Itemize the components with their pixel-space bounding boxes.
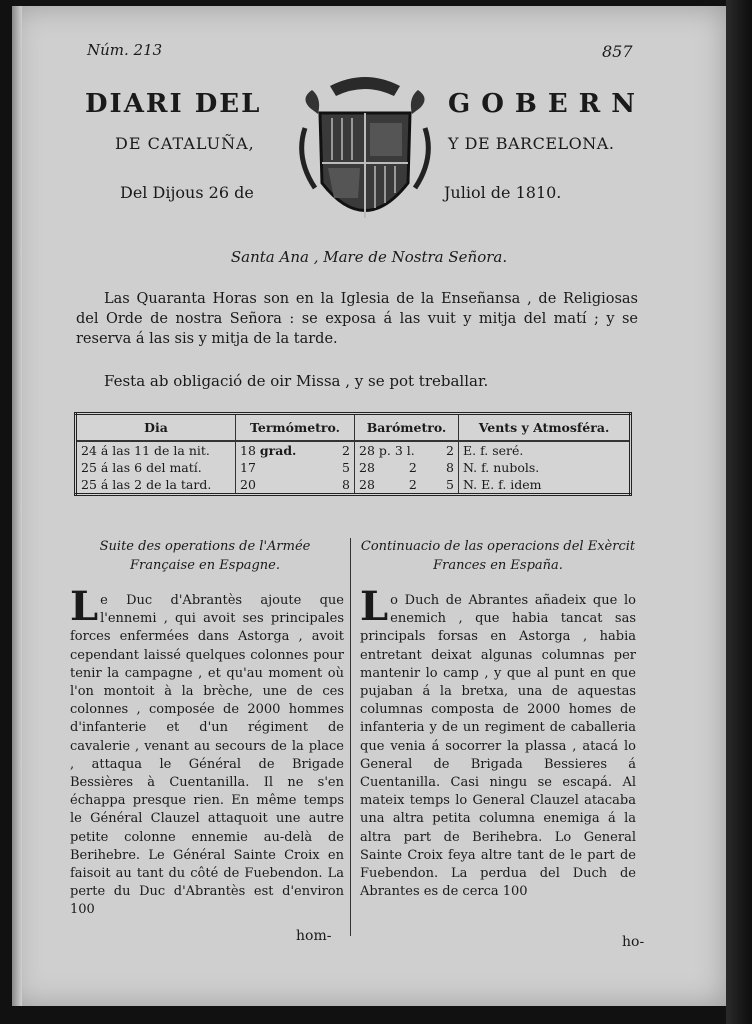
page-number: 857 [602,42,633,61]
left-article-body: e Duc d'Abrantès ajoute que l'ennemi , qui avoit ses principales forces enfermées dans Astorga , avoit cependant laissé quelques colonnes pour tenir la campagne , et qu'au moment où l'on montoit à la brèche, une de ces colonnes , composée de 2000 hommes d'infanterie et d'un régiment de cavalerie , venant au secours de la place , attaqua le Général de Brigade Bessières à Cuentanilla. Il ne s'en échappa presque rien. En même temps le Général Clauzel attaquoit une autre petite colonne ennemie au-delà de Berihebre. Le Général Sainte Croix en faisoit au tant du côté de Fuebendon. La perte du Duc d'Abrantès est d'environ 100 [70,593,344,918]
right-column-text [360,583,636,901]
cell-thermometer: 17 5 [236,459,355,476]
cell-day: 25 á las 6 del matí. [76,459,236,476]
left-catchword: hom- [296,928,332,944]
masthead-subtitle-left: DE CATALUÑA, [115,134,255,153]
cell-wind: E. f. seré. [463,443,524,458]
column-divider [350,538,351,936]
right-catchword: ho- [622,934,645,950]
cell-wind: N. E. f. idem [463,477,542,492]
cell-barometer: 28 p. 3 l. 2 [355,441,459,459]
feast-notice: Festa ab obligació de oir Missa , y se pot treballar. [104,372,489,390]
date-left: Del Dijous 26 de [120,183,254,202]
header-barometer: Barómetro. [355,414,459,442]
cell-day: 24 á las 11 de la nit. [76,441,236,459]
cell-barometer: 28 2 5 [355,476,459,495]
book-edge-shadow [726,0,752,1024]
right-article-body: o Duch de Abrantes añadeix que lo enemich , que habia tancat sas principals forsas en Astorga , habia entretant deixat algunas columnas per mantenir lo camp , y que al punt en que pujaban á la bretxa, una de aquestas columnas composta de 2000 homes de infanteria y de un regiment de caballeria que venia á socorrer la plassa , atacá lo General de Brigada Bessieres á Cuentanilla. Casi ningu se escapá. Al mateix temps lo General Clauzel atacaba una altra petita columna enemiga á la altra part de Berihebra. Lo General Sainte Croix feya altre tant de le part de Fuebendon. La perdua del Duch de Abrantes es de cerca 100 [360,593,636,900]
left-drop-cap: L [70,583,99,630]
masthead-title-left: DIARI DEL [85,89,262,119]
saint-of-the-day: Santa Ana , Mare de Nostra Señora. [230,248,508,266]
header-day: Dia [76,414,236,442]
right-drop-cap: L [360,583,389,630]
masthead-title-right: GOBERN [448,89,647,119]
coat-of-arms-crest [290,68,440,233]
cell-wind: N. f. nubols. [463,460,540,475]
cell-day: 25 á las 2 de la tard. [76,476,236,495]
cell-barometer: 28 2 8 [355,459,459,476]
date-right: Juliol de 1810. [444,183,562,202]
weather-table [74,412,632,496]
right-column-title: Continuacio de las operacions del Exèrcit Frances en España. [360,539,636,573]
left-column-text [70,583,344,920]
header-winds: Vents y Atmosféra. [459,414,631,442]
weather-table-header [76,414,631,442]
cell-thermometer: 20 8 [236,476,355,495]
forty-hours-notice: Las Quaranta Horas son en la Iglesia de la Enseñansa , de Religiosas del Orde de nostra Señora : se exposa á las vuit y mitja del matí ; y se reserva á las sis y mitja de la tarde. [76,291,638,347]
cell-thermometer: 18 grad. 2 [236,441,355,459]
table-row [76,441,631,459]
masthead-subtitle-right: Y DE BARCELONA. [448,134,615,153]
newspaper-page [12,6,726,1006]
table-row [76,459,631,476]
header-thermometer: Termómetro. [236,414,355,442]
table-row [76,476,631,495]
left-column-title: Suite des operations de l'Armée Française en Espagne. [99,539,311,573]
issue-number: Núm. 213 [87,41,163,59]
